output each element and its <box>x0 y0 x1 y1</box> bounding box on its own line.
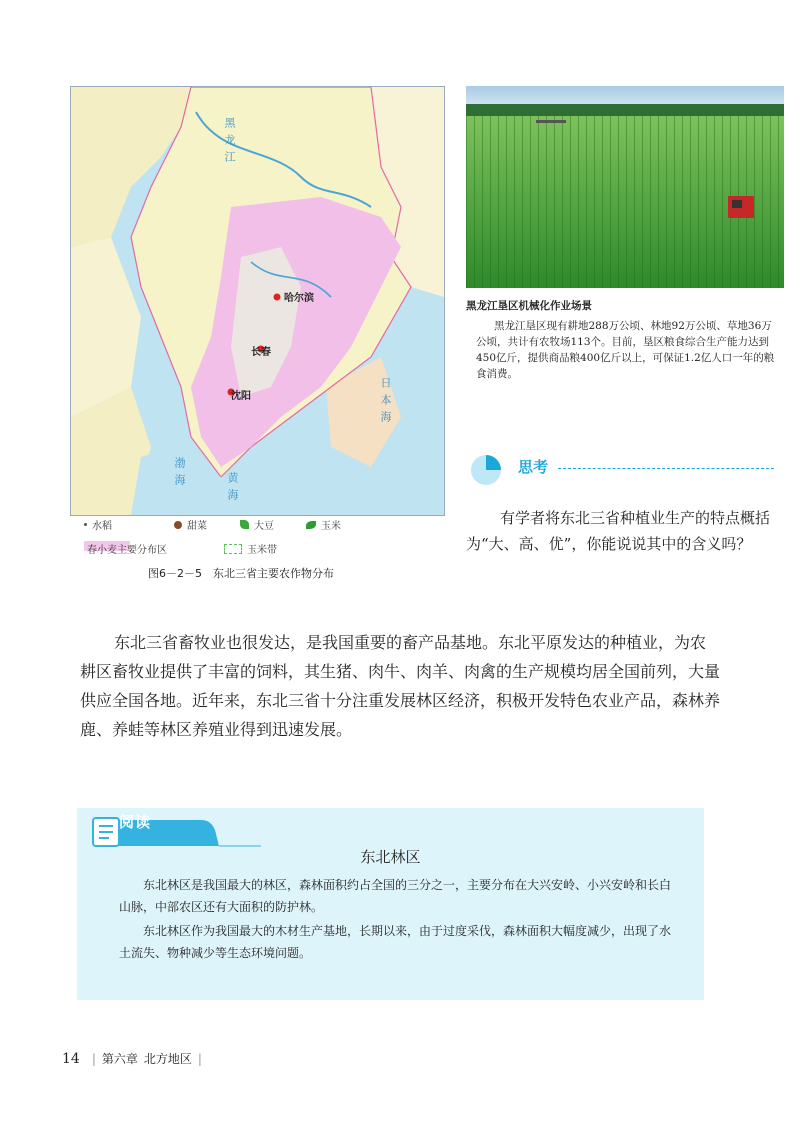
footer-divider: | <box>91 1051 96 1066</box>
legend-corn-belt: 玉米带 <box>224 541 277 556</box>
map-graphic <box>71 87 444 515</box>
rice-dot-icon <box>84 523 87 526</box>
think-label: 思考 <box>518 458 549 476</box>
beet-icon <box>174 521 182 529</box>
page-number: 14 <box>62 1050 80 1067</box>
map-river-heilongjiang: 黑龙江 <box>223 117 236 168</box>
legend-beet: 甜菜 <box>174 517 207 532</box>
map-city-shenyang: 沈阳 <box>231 391 251 402</box>
think-pie-icon <box>466 450 512 490</box>
section-label: 北方地区 <box>143 1052 192 1066</box>
think-question: 有学者将东北三省种植业生产的特点概括为“大、高、优”，你能说说其中的含义吗？ <box>466 509 771 553</box>
legend-rice: 水稻 <box>84 517 112 532</box>
map-city-changchun: 长春 <box>251 347 271 358</box>
reading-label: 阅读 <box>119 813 152 831</box>
map-sea-japan: 日本海 <box>379 377 392 428</box>
body-paragraph: 东北三省畜牧业也很发达，是我国重要的畜产品基地。东北平原发达的种植业，为农耕区畜牧业提供了丰富的饲料，其生猪、肉牛、肉羊、肉禽的生产规模均居全国前列，大量供应全国各地。近年来，东北三省十分注重发展林区经济，积极开发特色农业产品，森林养鹿、养蛙等林区养殖业得到迅速发展。 <box>80 633 721 739</box>
legend-corn: 玉米 <box>306 517 341 532</box>
reading-paragraph-2: 东北林区作为我国最大的木材生产基地，长期以来，由于过度采伐，森林面积大幅度减少，出现了水土流失、物种减少等生态环境问题。 <box>119 924 672 960</box>
figure-caption: 图6－2－5 东北三省主要农作物分布 <box>148 567 334 580</box>
reading-box <box>77 808 704 1000</box>
map-city-harbin: 哈尔滨 <box>284 293 314 304</box>
reading-paragraph-1: 东北林区是我国最大的林区，森林面积约占全国的三分之一，主要分布在大兴安岭、小兴安岭和长白山脉，中部农区还有大面积的防护林。 <box>119 878 672 914</box>
legend-soy: 大豆 <box>240 517 274 532</box>
map-sea-yellow: 黄海 <box>226 472 239 506</box>
photo-description: 黑龙江垦区现有耕地288万公顷、林地92万公顷、草地36万公顷，共计有农牧场113个。目前，垦区粮食综合生产能力达到450亿斤，提供商品粮400亿斤以上，可保证1.2亿人口一年的粮食消费。 <box>476 320 775 380</box>
reading-tab <box>91 816 261 850</box>
think-divider <box>558 468 774 469</box>
chapter-label: 第六章 <box>101 1052 138 1066</box>
photo-caption: 黑龙江垦区机械化作业场景 <box>466 300 592 312</box>
reading-title: 东北林区 <box>360 848 421 866</box>
footer-divider-end: | <box>197 1051 202 1066</box>
corn-icon <box>306 521 316 529</box>
corn-belt-swatch-icon <box>224 544 242 554</box>
map-sea-bohai: 渤海 <box>173 457 186 491</box>
page-footer <box>62 1050 202 1067</box>
think-header <box>466 450 782 490</box>
soybean-icon <box>240 520 249 529</box>
farmland-photo <box>466 86 784 288</box>
legend-wheat-text: 春小麦主要分布区 <box>87 545 167 556</box>
map-legend <box>84 517 444 562</box>
farmland-photo-graphic <box>466 86 784 288</box>
crop-distribution-map <box>70 86 445 516</box>
